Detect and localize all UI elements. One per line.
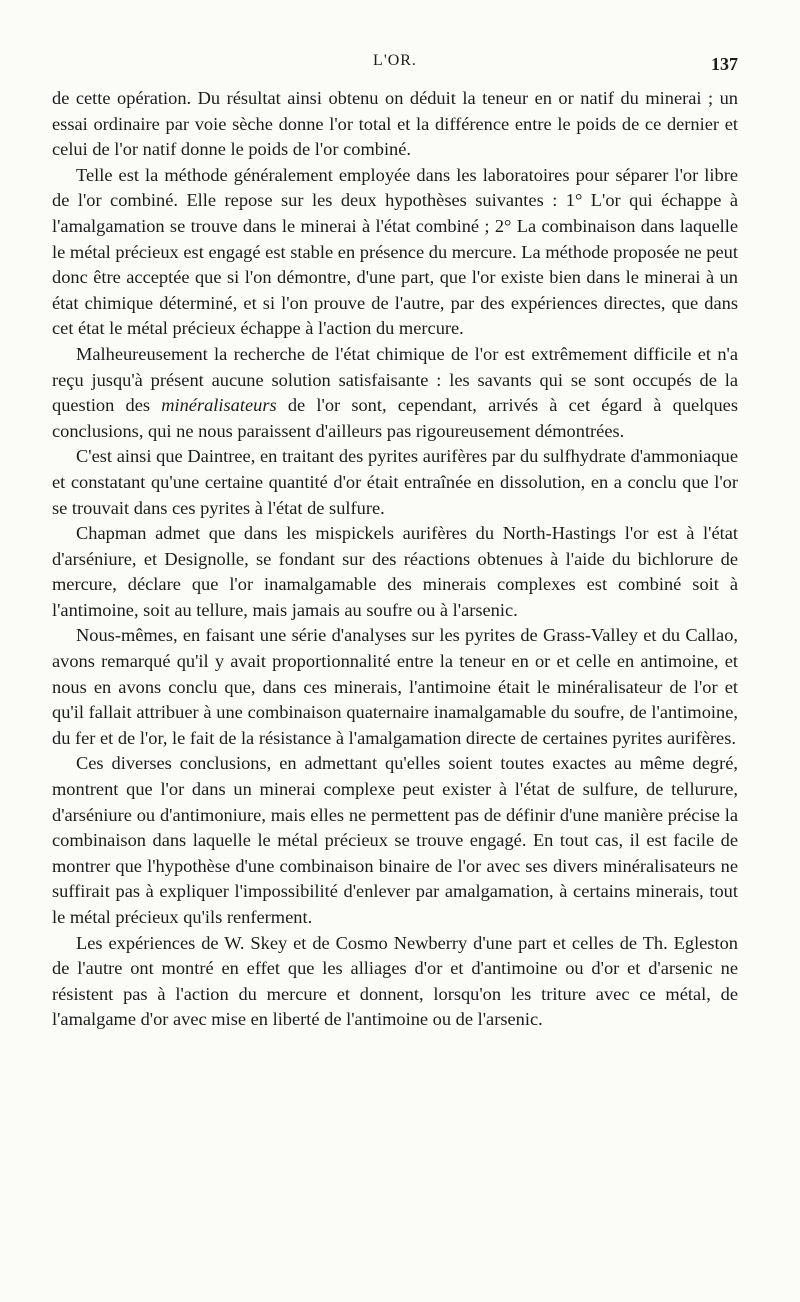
paragraph-5: Chapman admet que dans les mispickels aurifères du North-Hastings l'or est à l'état d'arséniure, et Designolle, se fondant sur des réactions obtenues à l'aide du bichlorure de mercure, déclare que l'or inamalgamable des minerais complexes est combiné soit à l'antimoine, soit au tellure, mais jamais au soufre ou à l'arsenic. — [52, 523, 738, 620]
paragraph-3 — [52, 342, 738, 444]
paragraph-3-start: Malheureusement la recherche de l'état chimique de l'or est extrêmement difficile et n'a reçu jusqu'à présent aucune solution satisfaisante : les savants qui se sont occupés de la question des — [52, 343, 738, 416]
paragraph-3-end: de l'or sont, cependant, arrivés à cet égard à quelques conclusions, qui ne nous paraissent d'ailleurs pas rigoureusement démontrées. — [52, 395, 738, 441]
page-number: 137 — [711, 54, 738, 74]
paragraph-6: Nous-mêmes, en faisant une série d'analyses sur les pyrites de Grass-Valley et du Callao, avons remarqué qu'il y avait proportionnalité entre la teneur en or et celle en antimoine, et nous en avons conclu que, dans ces minerais, l'antimoine était le minéralisateur de l'or et qu'il fallait attribuer à une combinaison quaternaire inamalgamable du soufre, de l'antimoine, du fer et de l'or, le fait de la résistance à l'amalgamation directe de certaines pyrites aurifères. — [52, 625, 738, 748]
paragraph-1: de cette opération. Du résultat ainsi obtenu on déduit la teneur en or natif du minerai ; un essai ordinaire par voie sèche donne l'or total et la différence entre le poids de ce dernier et celui de l'or natif donne le poids de l'or combiné. — [52, 88, 738, 160]
paragraph-4: C'est ainsi que Daintree, en traitant des pyrites aurifères par du sulfhydrate d'ammoniaque et constatant qu'une certaine quantité d'or était entraînée en dissolution, en a conclu que l'or se trouvait dans ces pyrites à l'état de sulfure. — [52, 446, 738, 518]
page-header — [52, 50, 738, 78]
paragraph-7: Ces diverses conclusions, en admettant qu'elles soient toutes exactes au même degré, montrent que l'or dans un minerai complexe peut exister à l'état de sulfure, de tellurure, d'arséniure ou d'antimoniure, mais elles ne permettent pas de définir d'une manière précise la combinaison dans laquelle le métal précieux se trouve engagé. En tout cas, il est facile de montrer que l'hypothèse d'une combinaison binaire de l'or avec ses divers minéralisateurs ne suffirait pas à expliquer l'impossibilité d'enlever par amalgamation, à certains minerais, tout le métal précieux qu'ils renferment. — [52, 753, 738, 927]
paragraph-8: Les expériences de W. Skey et de Cosmo Newberry d'une part et celles de Th. Egleston de l'autre ont montré en effet que les alliages d'or et d'antimoine ou d'or et d'arsenic ne résistent pas à l'action du mercure et donnent, lorsqu'on les triture avec ce métal, de l'amalgame d'or avec mise en liberté de l'antimoine ou de l'arsenic. — [52, 932, 738, 1030]
body-text — [52, 86, 738, 1033]
paragraph-2: Telle est la méthode généralement employée dans les laboratoires pour séparer l'or libre de l'or combiné. Elle repose sur les deux hypothèses suivantes : 1° L'or qui échappe à l'amalgamation se trouve dans le minerai à l'état combiné ; 2° La combinaison dans laquelle le métal précieux est engagé est stable en présence du mercure. La méthode proposée ne peut donc être acceptée que si l'on démontre, d'une part, que l'or existe bien dans le minerai à un état chimique déterminé, et si l'on prouve de l'autre, par des expériences directes, que dans cet état le métal précieux échappe à l'action du mercure. — [52, 164, 738, 339]
running-title: L'OR. — [373, 52, 417, 69]
italic-term-mineralisateurs: minéralisateurs — [161, 395, 277, 416]
